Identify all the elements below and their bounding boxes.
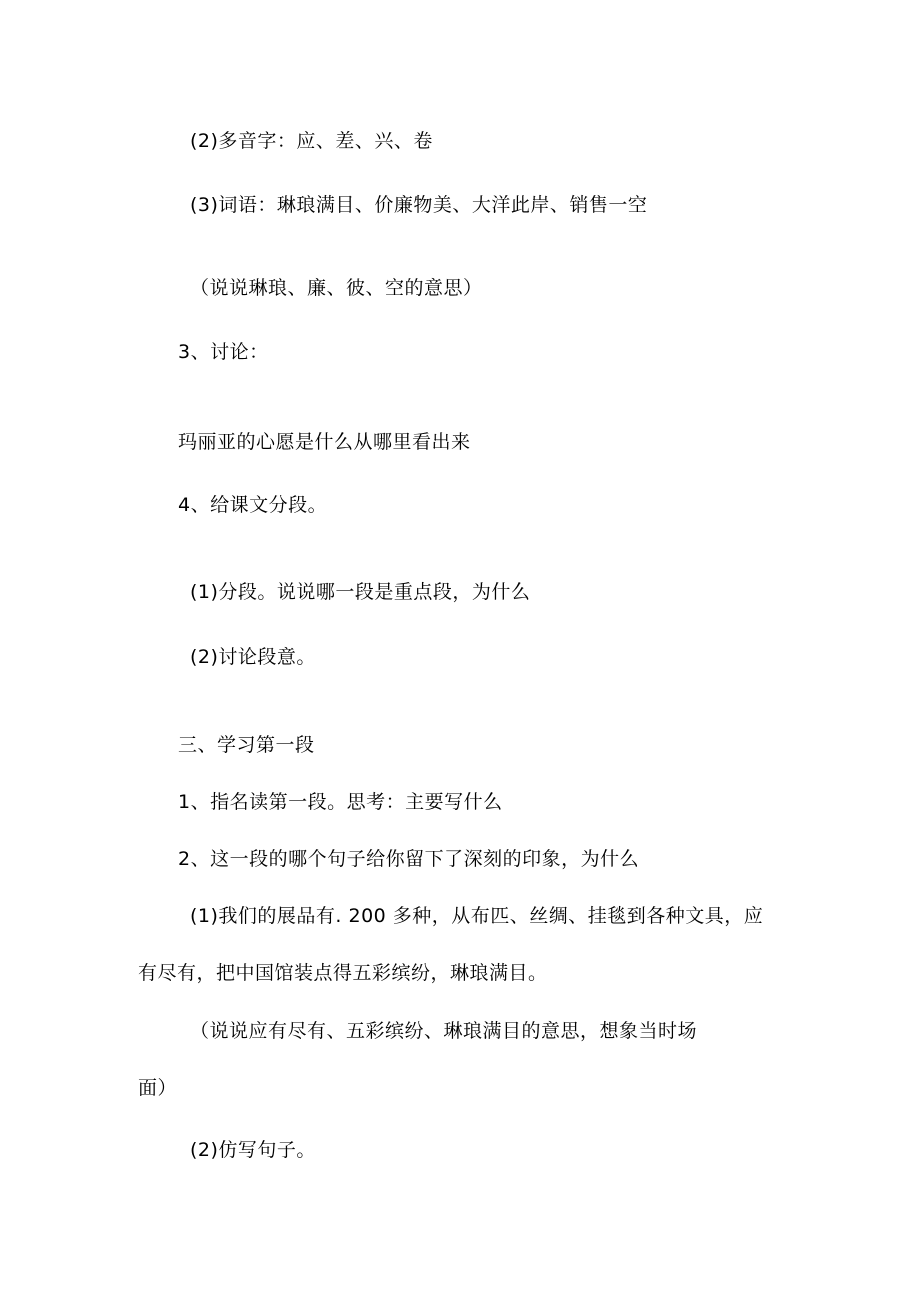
text-line: 2、这一段的哪个句子给你留下了深刻的印象，为什么 xyxy=(178,848,640,870)
text-line: （说说琳琅、廉、彼、空的意思） xyxy=(190,277,483,299)
text-line: （说说应有尽有、五彩缤纷、琳琅满目的意思，想象当时场 xyxy=(190,1020,698,1042)
text-line: (2)仿写句子。 xyxy=(190,1139,316,1161)
text-line: 4、给课文分段。 xyxy=(178,494,328,516)
text-line: 玛丽亚的心愿是什么从哪里看出来 xyxy=(178,431,471,453)
text-line: 有尽有，把中国馆装点得五彩缤纷，琳琅满目。 xyxy=(138,962,548,984)
text-line: 面） xyxy=(138,1077,178,1099)
text-line: (3)词语：琳琅满目、价廉物美、大洋此岸、销售一空 xyxy=(190,194,648,216)
section-heading: 三、学习第一段 xyxy=(178,734,315,756)
text-line: (2)多音字：应、差、兴、卷 xyxy=(190,130,433,152)
text-line: (1)分段。说说哪一段是重点段，为什么 xyxy=(190,581,531,603)
text-line: 3、讨论： xyxy=(178,341,269,363)
text-line: 1、指名读第一段。思考：主要写什么 xyxy=(178,791,503,813)
text-line: (2)讨论段意。 xyxy=(190,646,316,668)
text-line: (1)我们的展品有. 200 多种，从布匹、丝绸、挂毯到各种文具，应 xyxy=(190,905,764,927)
